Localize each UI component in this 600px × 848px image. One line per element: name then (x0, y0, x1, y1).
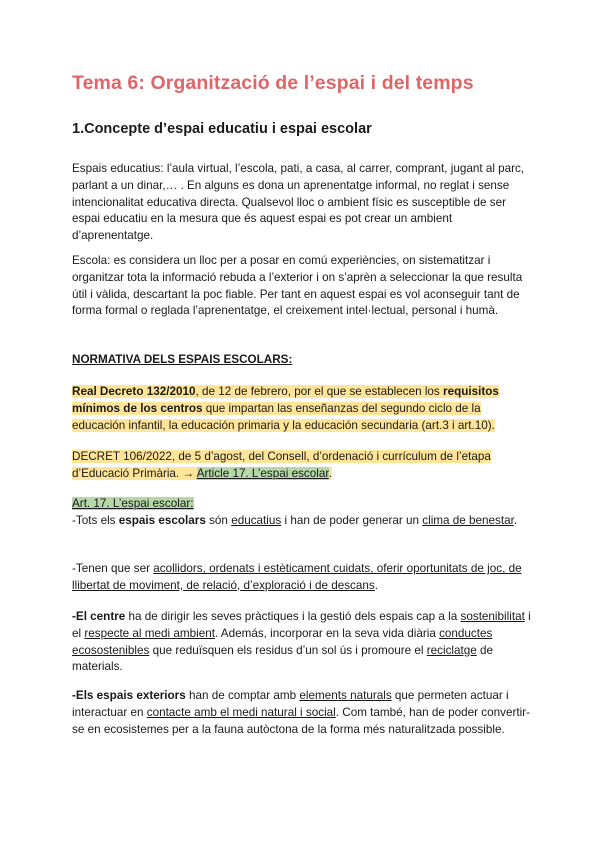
requisitos-minimos: requisitos mínimos de los centros (72, 385, 499, 415)
paragraph-text: Escola: es considera un lloc per a posar en comú experiències, on sistematitzar i organitzar tota la informació rebuda a l’exterior i on s’aprèn a seleccionar la que resulta útil i vàlida, descartant la poc fiable. Per tant en aquest espai es vol aconseguir tant de forma formal o reglada l’aprenentatge, el creixement intel·lectual, personal i humà. (72, 254, 523, 318)
paragraph-decret (72, 449, 532, 483)
normativa-heading-text: NORMATIVA DELS ESPAIS ESCOLARS: (72, 353, 293, 366)
art17-heading: Art. 17. L’espai escolar: (72, 497, 194, 510)
art17-point-1: -Tots els espais escolars són educatius i han de poder generar un clima de benestar. (72, 513, 518, 527)
art17-section (72, 496, 532, 530)
normativa-heading (72, 352, 532, 369)
art17-point-4: -Els espais exteriors han de comptar amb elements naturals que permeten actuar i interactuar en contacte amb el medi natural i social. Com també, han de poder convertir-se en ecosistemes per a la fauna autòctona de la forma més naturalitzada possible. (72, 689, 531, 736)
art17-point-3: -El centre ha de dirigir les seves pràctiques i la gestió dels espais cap a la sostenibilitat i el respecte al medi ambient. Además, incorporar en la seva vida diària conductes ecosostenibles que reduïsquen els residus d’un sol ús i promoure el reciclatge de materials. (72, 610, 531, 674)
article-17-link[interactable]: Article 17. L’espai escolar (196, 466, 329, 480)
paragraph-escola (72, 253, 532, 320)
section-heading-concepte: 1.Concepte d’espai educatiu i espai escolar (72, 121, 372, 137)
real-decreto-text-2: que impartan las enseñanzas del segundo ciclo de la educación infantil, la educación primaria y la educación secundaria (art.3 i art.10). (72, 401, 495, 432)
decret-period: . (328, 466, 332, 480)
real-decreto-text-1: , de 12 de febrero, por el que se establecen los (195, 385, 444, 398)
paragraph-espais-educatius (72, 161, 532, 245)
art17-point-2: -Tenen que ser acollidors, ordenats i estèticament cuidats, oferir oportunitats de joc, de llibertat de moviment, de relació, d’exploració i de descans. (72, 562, 522, 592)
paragraph-real-decreto (72, 384, 532, 434)
page-title: Tema 6: Organització de l’espai i del temps (72, 72, 474, 94)
decret-text: DECRET 106/2022, de 5 d’agost, del Consell, d’ordenació i currículum de l’etapa d’Educació Primària. → (72, 450, 491, 480)
paragraph-text: Espais educatius: l’aula virtual, l’escola, pati, a casa, al carrer, comprant, jugant al parc, parlant a un dinar,… . En alguns es dona un aprenentatge informal, no reglat i sense intencionalitat educativa directa. Qualsevol lloc o ambient físic es susceptible de ser espai educatiu en la mesura que és aquest espai es pot crear un ambient d’aprenentatge. (72, 162, 525, 243)
real-decreto-name: Real Decreto 132/2010 (72, 385, 196, 398)
